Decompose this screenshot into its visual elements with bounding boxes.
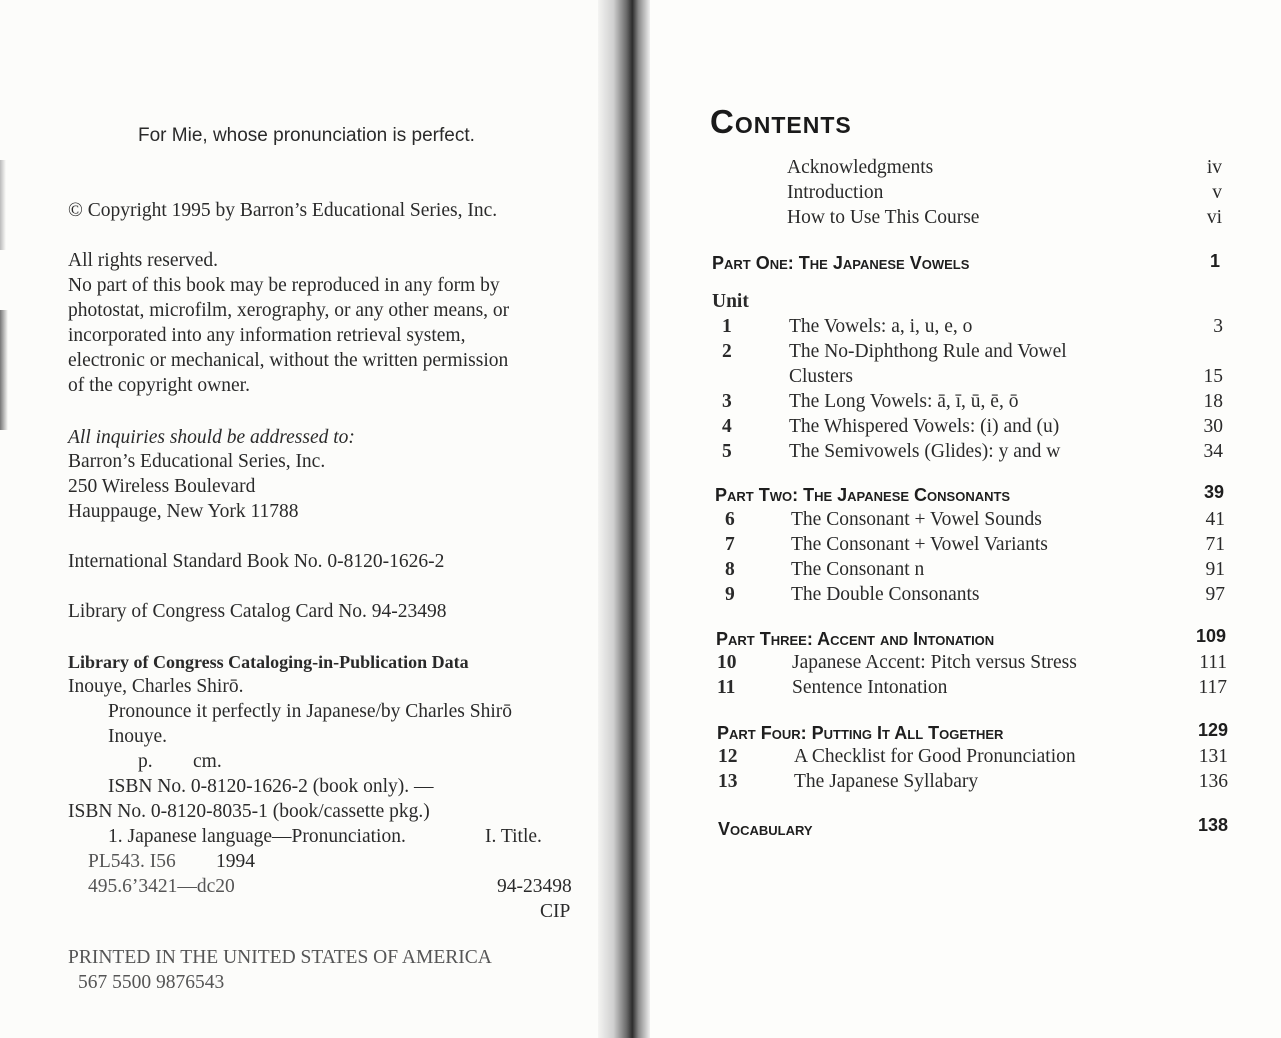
- toc-unit-number: 13: [718, 771, 738, 792]
- cip-title-entry: I. Title.: [485, 826, 542, 847]
- toc-unit-number: 4: [722, 416, 732, 437]
- toc-part-page: 1: [1209, 251, 1220, 271]
- toc-unit-number: 6: [725, 509, 735, 530]
- toc-unit-page: 131: [1198, 746, 1228, 767]
- toc-unit-page: 30: [1203, 416, 1223, 437]
- toc-unit-title: The Double Consonants: [791, 584, 980, 605]
- toc-unit-number: 5: [722, 441, 732, 462]
- toc-unit-page: 15: [1203, 366, 1223, 387]
- toc-vocabulary-page: 138: [1197, 815, 1228, 835]
- toc-unit-page: 41: [1205, 509, 1225, 530]
- rights-line: No part of this book may be reproduced in any form by: [68, 275, 500, 296]
- toc-unit-title: The Consonant + Vowel Variants: [791, 534, 1048, 555]
- cip-title: Inouye.: [108, 726, 168, 747]
- cip-dewey: 495.6’3421—dc20: [88, 876, 235, 897]
- cip-isbn: ISBN No. 0-8120-1626-2 (book only). —: [108, 776, 434, 797]
- toc-vocabulary-title: Vocabulary: [718, 819, 813, 839]
- toc-part-title: Part Two: The Japanese Consonants: [715, 485, 1011, 505]
- toc-unit-number: 9: [725, 584, 735, 605]
- toc-unit-page: 91: [1205, 559, 1225, 580]
- toc-unit-number: 2: [722, 341, 732, 362]
- toc-unit-page: 71: [1205, 534, 1225, 555]
- toc-unit-number: 10: [717, 652, 737, 673]
- cip-subject: 1. Japanese language—Pronunciation.: [108, 826, 406, 847]
- toc-entry-page: vi: [1206, 207, 1222, 228]
- toc-unit-number: 3: [722, 391, 732, 412]
- cip-class: PL543. I56: [88, 851, 176, 872]
- toc-unit-title: The Whispered Vowels: (i) and (u): [789, 416, 1060, 437]
- toc-unit-number: 7: [725, 534, 735, 555]
- toc-part-page: 109: [1195, 626, 1226, 646]
- toc-part-page: 129: [1197, 720, 1228, 740]
- lccn-line: Library of Congress Catalog Card No. 94-23498: [68, 601, 447, 622]
- cip-title: Pronounce it perfectly in Japanese/by Charles Shirō: [108, 701, 512, 722]
- cip-year: 1994: [216, 851, 255, 872]
- toc-unit-title: The Semivowels (Glides): y and w: [789, 441, 1061, 462]
- toc-unit-title: The Vowels: a, i, u, e, o: [789, 316, 973, 337]
- cip-label: CIP: [540, 901, 571, 922]
- toc-part-page: 39: [1203, 482, 1224, 502]
- toc-entry-page: v: [1212, 182, 1222, 203]
- rights-line: electronic or mechanical, without the written permission: [68, 350, 509, 371]
- toc-unit-number: 8: [725, 559, 735, 580]
- toc-unit-title: The Japanese Syllabary: [794, 771, 979, 792]
- toc-unit-page: 117: [1198, 677, 1227, 698]
- toc-unit-page: 136: [1198, 771, 1228, 792]
- rights-line: photostat, microfilm, xerography, or any other means, or: [68, 300, 510, 321]
- toc-unit-number: 12: [718, 746, 738, 767]
- book-gutter: [598, 0, 650, 1038]
- toc-unit-title: The Consonant n: [791, 559, 925, 580]
- toc-unit-page: 34: [1203, 441, 1223, 462]
- toc-unit-number: 11: [717, 677, 736, 698]
- cip-author: Inouye, Charles Shirō.: [68, 676, 244, 697]
- dedication: For Mie, whose pronunciation is perfect.: [138, 125, 475, 146]
- isbn-line: International Standard Book No. 0-8120-1626-2: [68, 551, 445, 572]
- inquiries-label: All inquiries should be addressed to:: [68, 427, 355, 448]
- toc-unit-page: 18: [1203, 391, 1223, 412]
- toc-unit-title: The Consonant + Vowel Sounds: [791, 509, 1042, 530]
- toc-entry-page: iv: [1206, 157, 1222, 178]
- cip-heading: Library of Congress Cataloging-in-Publication Data: [68, 652, 469, 672]
- toc-part-title: Part Four: Putting It All Together: [717, 723, 1004, 743]
- rights-line: All rights reserved.: [68, 250, 219, 271]
- page-edge-shadow: [0, 160, 6, 250]
- page-edge-shadow: [0, 310, 8, 430]
- printed-line: PRINTED IN THE UNITED STATES OF AMERICA: [68, 947, 492, 968]
- toc-unit-title: The Long Vowels: ā, ī, ū, ē, ō: [789, 391, 1019, 412]
- toc-unit-page: 97: [1205, 584, 1225, 605]
- cip-isbn: ISBN No. 0-8120-8035-1 (book/cassette pkg.): [68, 801, 430, 822]
- rights-line: of the copyright owner.: [68, 375, 250, 396]
- toc-unit-page: 3: [1213, 316, 1223, 337]
- cip-cm: cm.: [193, 751, 222, 772]
- copyright-line: © Copyright 1995 by Barron’s Educational Series, Inc.: [68, 200, 498, 221]
- toc-unit-title: Japanese Accent: Pitch versus Stress: [792, 652, 1077, 673]
- toc-unit-title: Sentence Intonation: [792, 677, 948, 698]
- rights-line: incorporated into any information retrieval system,: [68, 325, 466, 346]
- toc-entry-title: Acknowledgments: [787, 157, 934, 178]
- toc-entry-title: How to Use This Course: [787, 207, 980, 228]
- toc-entry-title: Introduction: [787, 182, 884, 203]
- address-line: Hauppauge, New York 11788: [68, 501, 299, 522]
- toc-unit-title: The No-Diphthong Rule and Vowel: [789, 341, 1067, 362]
- address-line: Barron’s Educational Series, Inc.: [68, 451, 326, 472]
- toc-part-title: Part One: The Japanese Vowels: [712, 253, 970, 273]
- toc-unit-number: 1: [722, 316, 732, 337]
- toc-unit-title-continued: Clusters: [789, 366, 853, 387]
- cip-p: p.: [138, 751, 153, 772]
- toc-unit-title: A Checklist for Good Pronunciation: [794, 746, 1076, 767]
- unit-label: Unit: [712, 291, 749, 312]
- cip-card-no: 94-23498: [497, 876, 572, 897]
- print-codes: 567 5500 9876543: [78, 972, 225, 993]
- toc-part-title: Part Three: Accent and Intonation: [716, 629, 995, 649]
- address-line: 250 Wireless Boulevard: [68, 476, 256, 497]
- toc-unit-page: 111: [1199, 652, 1227, 673]
- contents-title: Contents: [710, 103, 852, 140]
